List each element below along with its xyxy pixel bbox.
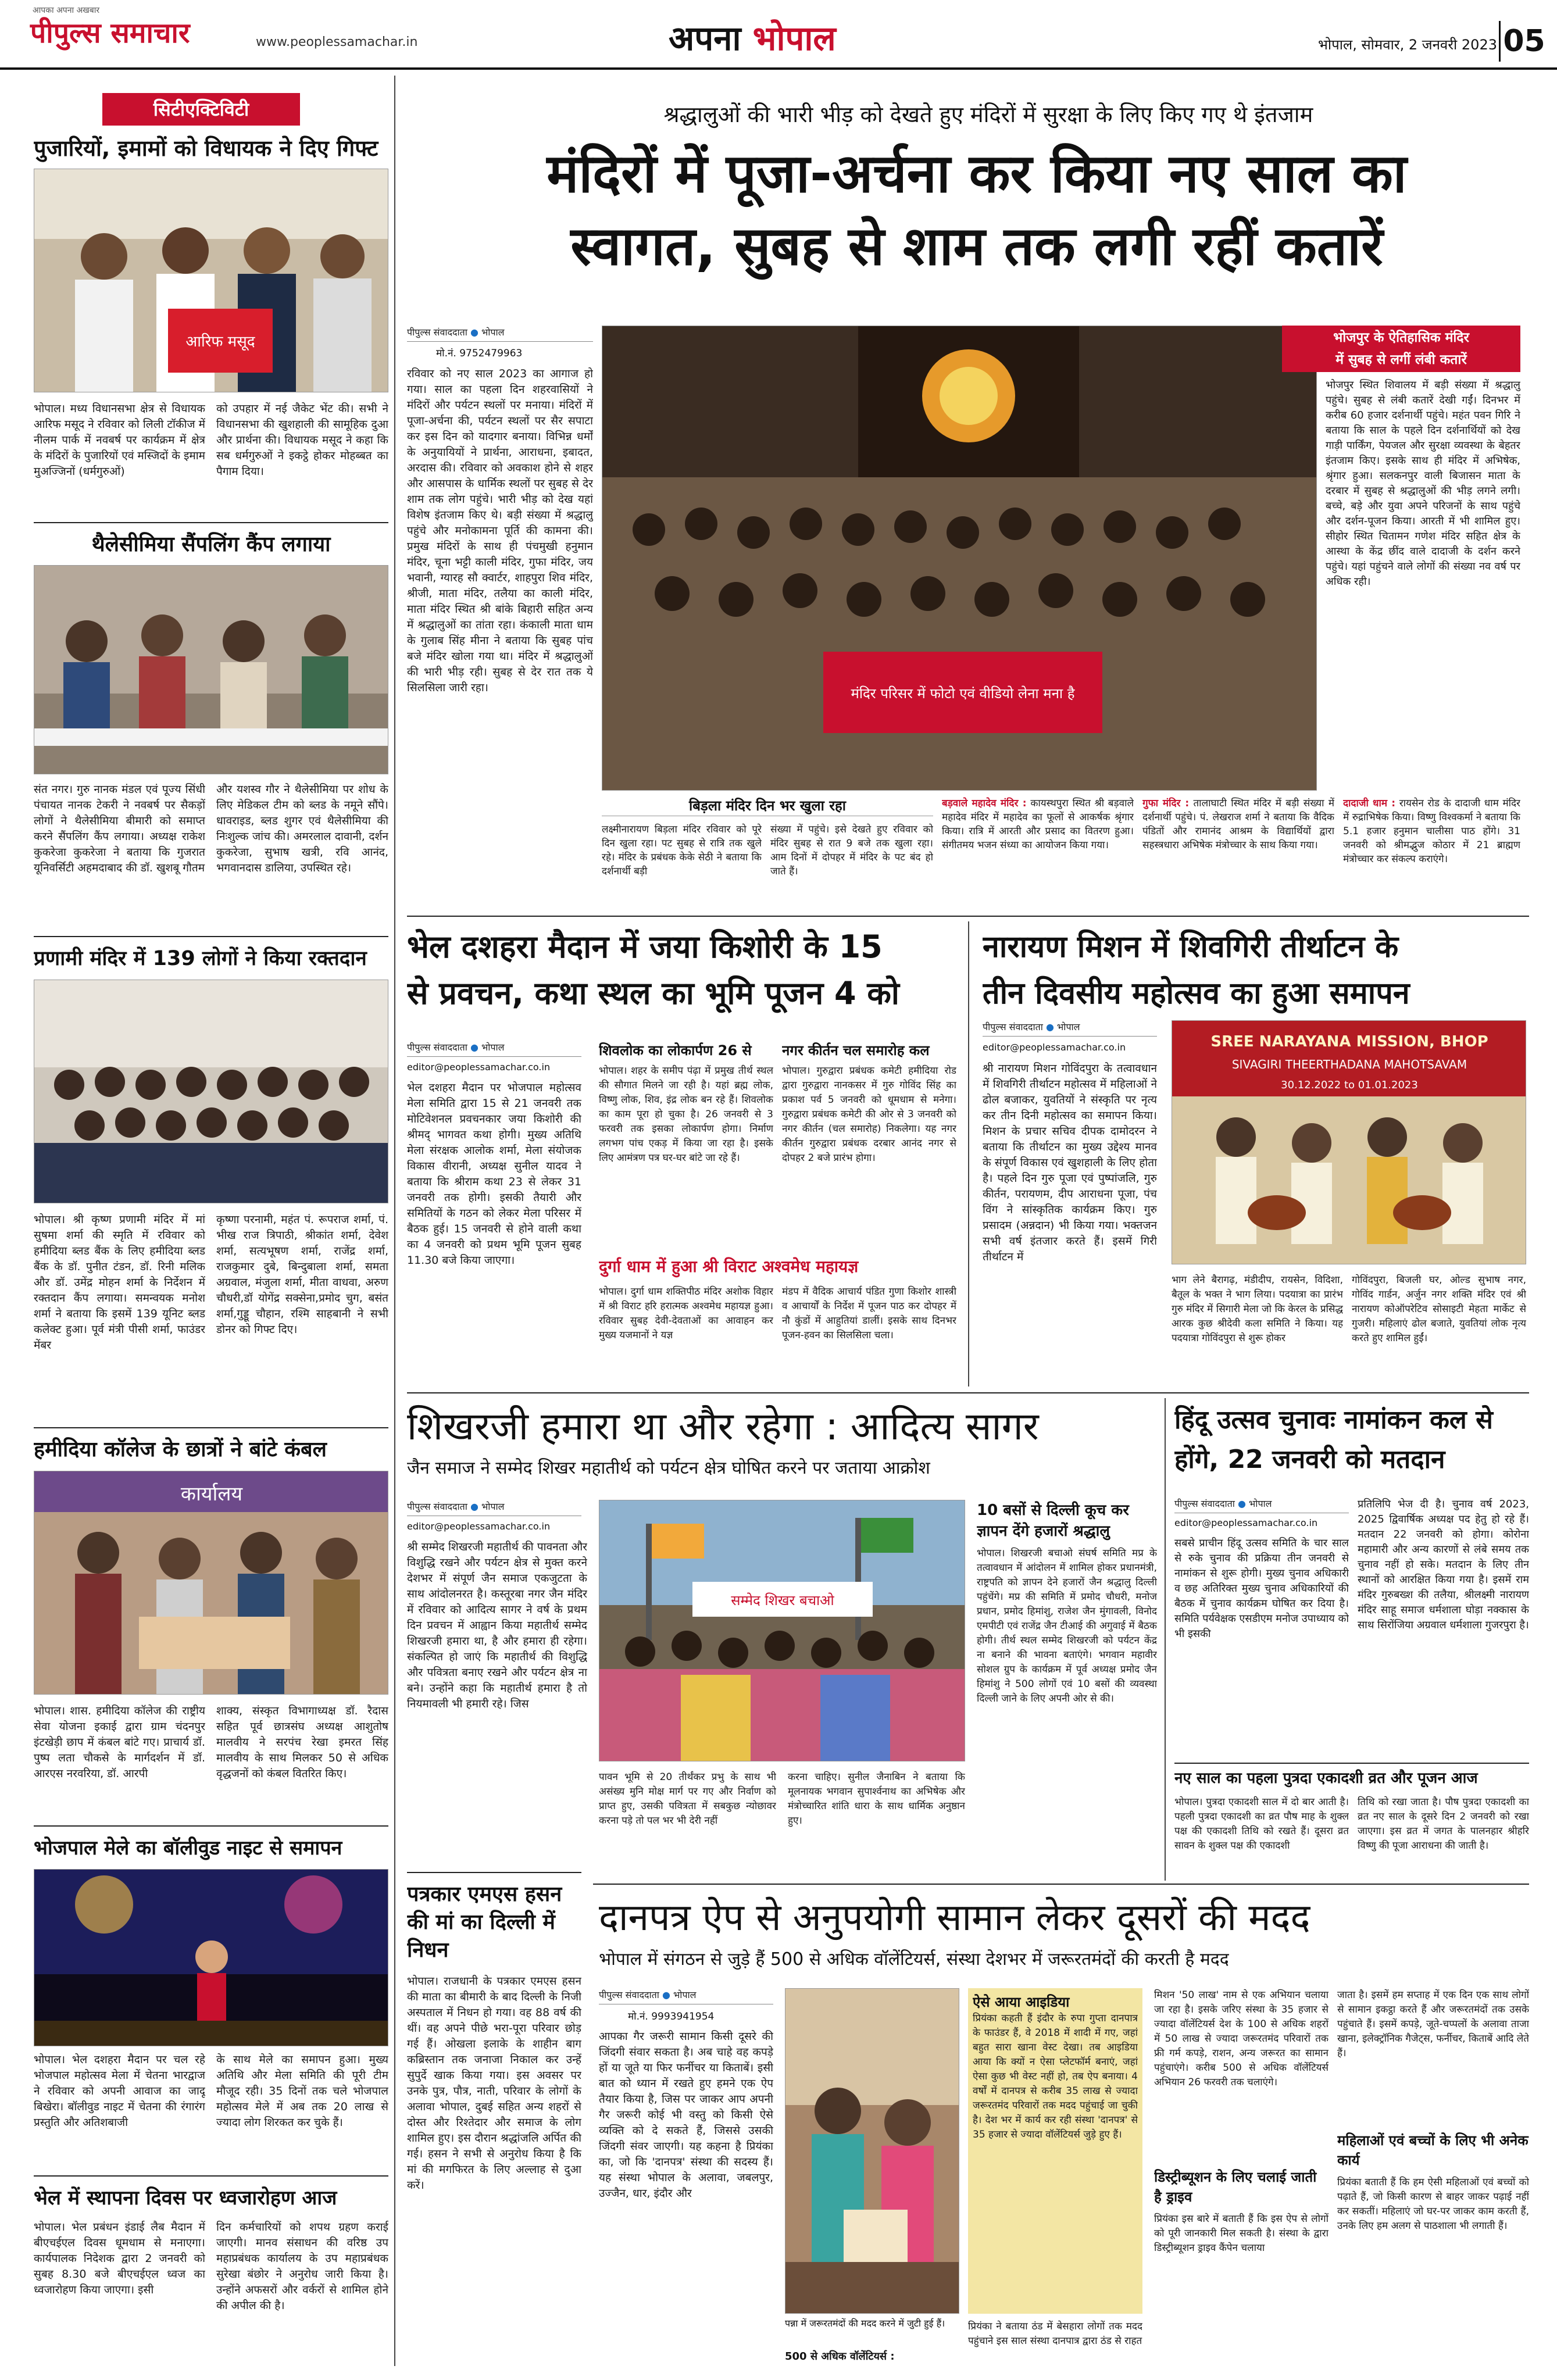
- durga-dham-text: मंडप में वैदिक आचार्य पंडित गुणा किशोर शास्त्री व आचार्यों के निर्देश में पूजन पाठ कर दोपहर में नौ कुंडों में आहुतियां डालीं। इसके साथ दिनभर पूजन-हवन का सिलसिला चला।: [782, 1286, 956, 1341]
- election-body: प्रतिलिपि भेज दी है। चुनाव वर्ष 2023, 2025 द्विवार्षिक अध्यक्ष पद हेतु हो रहे हैं। मतदान 22 जनवरी को होगा। कोरोना महामारी और अन्य कारणों से लंबे समय तक चुनाव नहीं हो सके। मतदान के लिए तीन स्थानों को आरक्षित किया गया है। इसमें राम मंदिर गुरुबख्श की तलैया, श्रीलक्ष्मी नारायण मंदिर साहू समाज धर्मशाला घोड़ा नक्कास के साथ सिरोंजिया अग्रवाल धर्मशाला गुजरपुरा है।: [1358, 1498, 1529, 1631]
- bhel-headline-line1: भेल दशहरा मैदान में जया किशोरी के 15: [407, 928, 883, 965]
- danpatra-photo-caption: पन्ना में जरूरतमंदों की मदद करने में जुटी हुई हैं।: [785, 2318, 945, 2329]
- shikharji-headline: शिखरजी हमारा था और रहेगा : आदित्य सागर: [407, 1404, 1039, 1449]
- section-tag: सिटीएक्टिविटी: [102, 93, 300, 126]
- ekadashi-text: तिथि को रखा जाता है। पौष पुत्रदा एकादशी का व्रत नए साल के दूसरे दिन 2 जनवरी को रखा जाएगा। इस व्रत में जगत के पालनहार श्रीहरि विष्णु की पूजा आराधना की जाती है।: [1358, 1796, 1529, 1852]
- photo-narayan-mission: [1172, 1020, 1526, 1264]
- narayan-email[interactable]: editor@peoplessamachar.co.in: [983, 1042, 1126, 1053]
- danpatra-byline: [599, 1988, 773, 2004]
- byline-name: पीपुल्स संवाददाता: [407, 327, 467, 338]
- banner-text: कार्यालय: [180, 1482, 243, 1506]
- section-title-part1: अपना: [669, 19, 741, 58]
- durga-dham-text: भोपाल। दुर्गा धाम शक्तिपीठ मंदिर अशोक विहार में श्री विराट हरि हरात्मक अश्वमेध महायज्ञ हुआ। रविवार सुबह देवी-देवताओं का आवाहन कर मुख्य यजमानों ने यज्ञ: [599, 1286, 773, 1341]
- byline-dot-icon: ●: [1045, 1021, 1054, 1032]
- story-divider: [34, 522, 388, 523]
- story-body: भोपाल। श्री कृष्ण प्रणामी मंदिर में मां सुषमा शर्मा की स्मृति में रविवार को हमीदिया ब्लड बैंक के लिए हमीदिया ब्लड बैंक के डॉ. पुनीत टंडन, डॉ. रिनी मलिक और डॉ. उमेंद्र मोहन शर्मा के निर्देशन में रक्तदान कैंप लगाया। समन्वयक मनोश शर्मा ने बताया कि इसमें 139 यूनिट ब्लड कलेक्ट हुआ। पूर्व मंत्री पीसी शर्मा, फाउंडर मेंबर: [34, 1213, 205, 1352]
- stage-photo-illustration: [34, 1870, 388, 2046]
- ekadashi-headline: नए साल का पहला पुत्रदा एकादशी व्रत और पूजन आज: [1174, 1770, 1478, 1787]
- column-divider: [968, 921, 969, 1386]
- idea-headline: ऐसे आया आइडिया: [973, 1994, 1070, 2010]
- story-headline: थैलेसीमिया सैंपलिंग कैंप लगाया: [91, 533, 331, 556]
- lead-byline: [407, 326, 593, 342]
- shikharji-byline: [407, 1500, 581, 1516]
- gift-box-label: आरिफ मसूद: [185, 333, 255, 351]
- byline-dot-icon: ●: [470, 1501, 478, 1512]
- birla-caption: बिड़ला मंदिर दिन भर खुला रहा: [602, 796, 933, 816]
- bhel-byline: [407, 1041, 581, 1057]
- danpatra-mobile: मो.नं. 9993941954: [628, 2011, 715, 2022]
- photo-thalassemia-camp: [34, 565, 388, 774]
- danpatra-headline: दानपत्र ऐप से अनुपयोगी सामान लेकर दूसरों की मदद: [599, 1896, 1310, 1939]
- story-body: को उपहार में नई जैकेट भेंट की। सभी ने विधानसभा की खुशहाली की सामूहिक दुआ और प्रार्थना की। विधायक मसूद ने कहा कि सब धर्मगुरुओं ने इकट्ठे होकर मोहब्बत का पैगाम दिया।: [216, 402, 388, 478]
- danpatra-body: आपका गैर जरूरी सामान किसी दूसरे की जिंदगी संवार सकता है। अब चाहे वह कपड़े हों या जूते या फिर फर्नीचर या किताबें। इसी बात को ध्यान में रखते हुए हमने एक ऐप तैयार किया है, जिस पर जाकर आप अपनी गैर जरूरी कोई भी वस्तु को किसी ऐसे व्यक्ति को दे सकते हैं, जिससे उसकी जिंदगी संवर जाएगी। यह कहना है प्रियंका का, जो कि 'दानपत्र' संस्था की सदस्य हैं। यह संस्था भोपाल के अलावा, जबलपुर, उज्जैन, धार, इंदौर और: [599, 2030, 773, 2200]
- election-byline: [1174, 1497, 1349, 1513]
- byline-name: पीपुल्स संवाददाता: [1174, 1498, 1235, 1509]
- narayan-headline-line1: नारायण मिशन में शिवगिरी तीर्थाटन के: [983, 930, 1399, 964]
- paper-name: पीपुल्स समाचार: [30, 17, 190, 49]
- photo-jain-protest: [599, 1500, 965, 1761]
- photo-blanket-distribution: [34, 1471, 388, 1695]
- danpatra-stat-label: 500 से अधिक वॉलेंटियर्स :: [785, 2350, 895, 2363]
- story-body: कृष्णा परनामी, महंत पं. रूपराज शर्मा, पं. भीख राज त्रिपाठी, श्रीकांत शर्मा, देवेश शर्मा, सत्यभूषण शर्मा, राजेंद्र शर्मा, राजकुमार दुबे, बिन्दुबाला शर्मा, समता अग्रवाल, मंजुला शर्मा, मीता वाधवा, अरुण चौधरी,डॉ योगेंद्र सक्सेना,प्रमोद चुग, बसंत शर्मा,गुड्डू चौहान, रश्मि साहबानी ने सभी डोनर को गिफ्ट दिए।: [216, 1213, 388, 1336]
- danpatra-mission-text: मिशन '50 लाख' नाम से एक अभियान चलाया जा रहा है। इसके जरिए संस्था के 35 हजार से ज्यादा वॉलेंटियर्स देश के 100 से अधिक शहरों में 50 लाख से ज्यादा जरूरतमंद परिवारों तक फ्री गर्म कपड़े, राशन, अन्य जरूरत का सामान पहुंचाएंगे। करीब 500 से अधिक वॉलेंटियर्स अभियान 26 फरवरी तक चलाएंगे।: [1154, 1989, 1329, 2088]
- mini-story-gufa: [1142, 796, 1334, 907]
- women-headline: महिलाओं एवं बच्चों के लिए भी अनेक कार्य: [1337, 2132, 1529, 2168]
- story-divider: [34, 1825, 388, 1827]
- story-body: संत नगर। गुरु नानक मंडल एवं पूज्य सिंधी पंचायत नानक टेकरी ने नवबर्ष पर सैकड़ों लोगों ने थैलेसीमिया बीमारी को समाप्त करने सैंपलिंग कैंप लगाया। अध्यक्ष राकेश कुकरेजा कुकरेजा ने बताया कि गुजरात यूनिवर्सिटी अहमदाबाद की डॉ. खुशबू गौतम: [34, 783, 205, 874]
- dateline: भोपाल, सोमवार, 2 जनवरी 2023: [1317, 37, 1497, 53]
- mini-story-label: गुफा मंदिर :: [1142, 798, 1190, 809]
- paper-url[interactable]: www.peoplessamachar.in: [256, 35, 418, 49]
- section-title: [669, 17, 913, 64]
- story-divider: [1174, 1763, 1529, 1764]
- drive-text: प्रियंका इस बारे में बताती हैं कि इस ऐप से लोगों को पूरी जानकारी मिल सकती है। संस्था के द्वारा डिस्ट्रीब्यूशन ड्राइव कैंपेन चलाया: [1154, 2213, 1329, 2254]
- byline-city: भोपाल: [1057, 1021, 1080, 1032]
- story-headline: भेल में स्थापना दिवस पर ध्वजारोहण आज: [34, 2186, 337, 2210]
- banner-date: 30.12.2022 to 01.01.2023: [1281, 1079, 1418, 1091]
- mini-story-text: तालाघाटी स्थित मंदिर में बड़ी संख्या में दर्शनार्थी पहुंचे। पं. लेखराज शर्मा ने बताया कि वैदिक पंडितों और रामानंद आश्रम के विद्यार्थियों द्वारा सहस्त्रधारा अभिषेक मंत्रोच्चार के साथ किया गया।: [1142, 798, 1334, 851]
- story-body: दिन कर्मचारियों को शपथ ग्रहण कराई जाएगी। मानव संसाधन की वरिष्ठ उप महाप्रबंधक कार्यालय के उप महाप्रबंधक सुरेखा बंछोर ने अनुरोध जारी किया है। उन्होंने अफसरों और वर्करों से शामिल होने की अपील की है।: [216, 2221, 388, 2312]
- paper-tagline: आपका अपना अखबार: [33, 6, 100, 15]
- story-body: भोपाल। शास. हमीदिया कॉलेज की राष्ट्रीय सेवा योजना इकाई द्वारा ग्राम चंदनपुर इंटखेड़ी छाप में कंबल बांटे गए। प्राचार्य डॉ. पुष्प लता चौकसे के मार्गदर्शन में डॉ. आरएस नरवरिया, डॉ. आरपी: [34, 1704, 205, 1780]
- lead-body: रविवार को नए साल 2023 का आगाज हो गया। साल का पहला दिन शहरवासियों ने मंदिरों और पर्यटन स्थलों पर मनाया। मंदिरों में पूजा-अर्चना की, पर्यटन स्थलों पर सैर सपाटा कर इस दिन को यादगार बनाया। विभिन्न धर्मों के अनुयायियों ने प्रार्थना, आराधना, इबादत, अरदास की। रविवार को अवकाश होने से शहर और आसपास के धार्मिक स्थलों पर सुबह से देर शाम तक लोग पहुंचे। भारी भीड़ को देख यहां विशेष इंतजाम किए थे। बड़ी संख्या में श्रद्धालु पहुंचे और मनोकामना पूर्ति की कामना की। प्रमुख मंदिरों के साथ ही पंचमुखी हनुमान मंदिर, चूना भट्टी काली मंदिर, गुफा मंदिर, जय भवानी, ग्यारह सौ क्वार्टर, शाहपुरा शिव मंदिर, श्रीजी, माता मंदिर, तलैया का काली मंदिर, माता मंदिर स्थित श्री बांके बिहारी सहित अन्य में श्रद्धालुओं का तांता रहा। कंकाली माता धाम के गुलाब सिंह मीना ने बताया कि सुबह पांच बजे मंदिर खोला गया था। मंदिर में श्रद्धालुओं की भारी भीड़ रही। सुबह से देर रात तक ये सिलसिला जारी रहा।: [407, 367, 593, 694]
- mini-story-text: रायसेन रोड के दादाजी धाम मंदिर में रुद्राभिषेक किया। विष्णु विश्वकर्मा ने बताया कि 5.1 हजार हनुमान चालीसा पाठ होंगे। 31 जनवरी को श्रीमद्भुज कोठार में 21 ब्राह्मण मंत्रोच्चार कर संकल्प कराएंगे।: [1343, 798, 1520, 865]
- temple-crowd-illustration: [602, 326, 1317, 791]
- byline-city: भोपाल: [481, 1042, 505, 1053]
- delhi-march-headline: 10 बसों से दिल्ली कूच कर ज्ञापन देंगे हजारों श्रद्धालु: [977, 1502, 1129, 1540]
- patrakar-headline: पत्रकार एमएस हसन की मां का दिल्ली में निधन: [407, 1882, 562, 1962]
- ekadashi-text: भोपाल। पुत्रदा एकादशी साल में दो बार आती है। पहली पुत्रदा एकादशी का व्रत पौष माह के शुक्ल पक्ष की एकादशी तिथि को रखते हैं। दूसरा व्रत सावन के शुक्ल पक्ष की एकादशी: [1174, 1796, 1349, 1852]
- byline-city: भोपाल: [673, 1989, 697, 2000]
- temple-sign-text: मंदिर परिसर में फोटो एवं वीडियो लेना मना है: [851, 685, 1075, 702]
- mini-story-text: कायस्थपुरा स्थित श्री बड़वाले महादेव मंदिर में महादेव का फूलों से आकर्षक श्रृंगार किया। रात्रि में आरती और प्रसाद का वितरण हुआ। संगीतमय भजन संध्या का आयोजन किया गया।: [942, 798, 1134, 851]
- shikharji-body: श्री सम्मेद शिखरजी महातीर्थ की पावनता और विशुद्धि रखने और पर्यटन क्षेत्र से मुक्त करने देशभर में संपूर्ण जैन समाज एकजुटता के साथ आंदोलनरत है। कस्तूरबा नगर जैन मंदिर में रविवार को आदित्य सागर ने वर्ष के प्रथम दिन प्रवचन में आह्वान किया महातीर्थ सम्मेद शिखरजी हमारा था, है और हमारा ही रहेगा। संकल्पित हो जाएं कि महातीर्थ की विशुद्धि और पवित्रता बनाए रखने और पर्यटन क्षेत्र ना बने। उन्होंने कहा कि महातीर्थ हमारा है तो नियमावली भी हमारी रहे। जिस: [407, 1541, 587, 1710]
- section-divider: [407, 916, 1529, 917]
- birla-text: लक्ष्मीनारायण बिड़ला मंदिर रविवार को पूरे दिन खुला रहा। पट सुबह से रात्रि तक खुले रहे। मंदिर के प्रबंधक केके सेठी ने बताया कि दर्शनार्थी बड़ी: [602, 824, 762, 877]
- danpatra-collection-text: जाता है। इसमें हम सप्ताह में एक दिन एक साथ लोगों से सामान इकट्ठा करते हैं और जरूरतमंदों तक उसके पहुंचाते हैं। इसमें कपड़े, जूते-चप्पलों के अलावा ताजा खाना, इलेक्ट्रॉनिक गैजेट्स, फर्नीचर, किताबें आदि लेते हैं।: [1337, 1989, 1529, 2059]
- lead-mobile: मो.नं. 9752479963: [436, 348, 523, 359]
- photo-gift-distribution: [34, 169, 388, 392]
- story-divider: [34, 1427, 388, 1428]
- narayan-text: गोविंदपुरा, बिजली घर, ओल्ड सुभाष नगर, गोविंद गार्डन, अर्जुन नगर शक्ति मंदिर एवं श्री नारायण कोऑपरेटिव सोसाइटी मेहता मार्केट से गुजरी। महिलाएं ढोल बजाते, युवतियां लोक नृत्य करते हुए शामिल हुईं।: [1352, 1274, 1526, 1344]
- danpatra-subhead: भोपाल में संगठन से जुड़े हैं 500 से अधिक वॉलेंटियर्स, संस्था देशभर में जरूरतमंदों की करती है मदद: [599, 1949, 1229, 1970]
- narayan-text: भाग लेने बैरागढ़, मंडीदीप, रायसेन, विदिशा, बैतूल के भक्त ने भाग लिया। पदयात्रा का प्रारंभ गुरु मंदिर में सिगारी मेला जो कि केरल के प्रसिद्ध आरक कुछ श्रीदेवी कला समिति ने किया। यह पदयात्रा गोविंदपुरा से शुरू होकर: [1172, 1274, 1343, 1344]
- photo-danpatra-volunteers: [785, 1988, 959, 2314]
- section-divider: [593, 1884, 1529, 1885]
- byline-dot-icon: ●: [470, 1042, 478, 1053]
- story-body: भोपाल। मध्य विधानसभा क्षेत्र से विधायक आरिफ मसूद ने रविवार को लिली टॉकीज में नीलम पार्क में नवबर्ष पर कार्यक्रम में क्षेत्र के मंदिरों के पुजारियों एवं मस्जिदों के इमाम मुअज्जिनों (धर्मगुरुओं): [34, 402, 205, 478]
- mini-story-label: दादाजी धाम :: [1343, 798, 1396, 809]
- byline-city: भोपाल: [481, 327, 505, 338]
- election-body: सबसे प्राचीन हिंदू उत्सव समिति के चार साल से रुके चुनाव की प्रक्रिया तीन जनवरी से नामांकन से शुरू होगी। मुख्य चुनाव अधिकारी व छह अतिरिक्त मुख्य चुनाव अधिकारियों की बैठक में चुनाव कार्यक्रम घोषित कर दिया है। समिति पर्यवेक्षक एसडीएम मनोज उपाध्याय को भी इसकी: [1174, 1537, 1349, 1640]
- byline-dot-icon: ●: [470, 327, 478, 338]
- byline-name: पीपुल्स संवाददाता: [983, 1021, 1043, 1032]
- shikharji-subhead: जैन समाज ने सम्मेद शिखर महातीर्थ को पर्यटन क्षेत्र घोषित करने पर जताया आक्रोश: [407, 1458, 930, 1478]
- women-text: प्रियंका बताती हैं कि हम ऐसी महिलाओं एवं बच्चों को पढ़ाते हैं, जो किसी कारण से बाहर जाकर पढ़ाई नहीं कर सकतीं। महिलाएं जो घर-पर जाकर काम करती हैं, उनके लिए हम अलग से पाठशाला भी लगाती हैं।: [1337, 2177, 1529, 2232]
- story-headline: हमीदिया कॉलेज के छात्रों ने बांटे कंबल: [34, 1438, 327, 1461]
- lead-headline-line2: स्वागत, सुबह से शाम तक लगी रहीं कतारें: [570, 215, 1383, 277]
- byline-city: भोपाल: [1249, 1498, 1272, 1509]
- idea-text: प्रियंका कहती हैं इंदौर के रुपा गुप्ता दानपात्र के फाउंडर हैं, वे 2018 में शादी में गए, जहां बहुत सारा खाना वेस्ट देखा। तब आइडिया आया कि क्यों न ऐसा प्लेटफॉर्म बनाएं, जहां ऐसा कुछ भी वेस्ट नहीं हो, तब ऐप बनाया। 4 वर्षों में दानपत्र से करीब 35 लाख से ज्यादा जरूरतमंद परिवारों तक मदद पहुंचाई जा चुकी है। देश भर में कार्य कर रही संस्था 'दानपत्र' से 35 हजार से ज्यादा वॉलेंटियर्स जुड़े हुए हैं।: [973, 2013, 1138, 2140]
- bhel-headline-line2: से प्रवचन, कथा स्थल का भूमि पूजन 4 को: [407, 975, 899, 1012]
- photo-temple-crowd: [602, 326, 1317, 791]
- gift-photo-illustration: [34, 169, 388, 392]
- story-headline: पुजारियों, इमामों को विधायक ने दिए गिफ्ट: [34, 135, 378, 161]
- photo-blood-donation: [34, 980, 388, 1203]
- story-body: भोपाल। भेल प्रबंधन इंडाई लैब मैदान में बीएचईएल दिवस धूमधाम से मनाएगा। कार्यपालक निदेशक द्वारा 2 जनवरी को सुबह 8.30 बजे बीएचईएल ध्वज का ध्वजारोहण किया जाएगा। इसी: [34, 2221, 205, 2296]
- story-body: भोपाल। भेल दशहरा मैदान पर चल रहे भोजपाल महोत्सव मेला में चेतना भारद्वाज ने रविवार को अपनी आवाज का जादू बिखेरा। बॉलीवुड नाइट में चेतना की रंगारंग प्रस्तुति और अतिशबाजी: [34, 2053, 205, 2129]
- masthead: [0, 0, 1557, 70]
- bhojpur-text: भोजपुर स्थित शिवालय में बड़ी संख्या में श्रद्धालु पहुंचे। सुबह से लंबी कतारें देखी गईं। दिनभर में करीब 60 हजार दर्शनार्थी पहुंचे। महंत पवन गिरि ने बताया कि साल के पहले दिन दर्शनार्थियों को देख गाड़ी पार्किंग, पेयजल और सुरक्षा व्यवस्था के बेहतर इंतजाम किए। इसके साथ ही मंदिर में अभिषेक, श्रृंगार हुआ। सलकनपुर वाली बिजासन माता के दरबार में सुबह से श्रद्धालुओं की भीड़ लगने लगी। बच्चे, बड़े और युवा अपने परिजनों के साथ पहुंचे और दर्शन-पूजन किया। आरती में भी शामिल हुए। सीहोर स्थित चितामन गणेश मंदिर सहित क्षेत्र के आस्था के केंद्र छींद वाले दादाजी के दर्शन करने पहुंचे। यहां पहुंचने वाले लोगों की संख्या नव वर्ष पर अधिक रही।: [1326, 379, 1520, 588]
- page-number: 05: [1499, 21, 1548, 62]
- nagar-kirtan-headline: नगर कीर्तन चल समारोह कल: [782, 1042, 930, 1059]
- drive-headline: डिस्ट्रीब्यूशन के लिए चलाई जाती है ड्राइव: [1154, 2169, 1317, 2205]
- byline-name: पीपुल्स संवाददाता: [599, 1989, 659, 2000]
- protest-photo-illustration: [599, 1500, 965, 1761]
- section-divider: [407, 1392, 1529, 1393]
- story-headline: भोजपाल मेले का बॉलीवुड नाइट से समापन: [34, 1836, 342, 1860]
- lead-headline-line1: मंदिरों में पूजा-अर्चना कर किया नए साल का: [547, 142, 1407, 205]
- narayan-headline-line2: तीन दिवसीय महोत्सव का हुआ समापन: [983, 976, 1410, 1011]
- banner-subtext: SIVAGIRI THEERTHADANA MAHOTSAVAM: [1231, 1057, 1467, 1071]
- byline-dot-icon: ●: [1237, 1498, 1246, 1509]
- photo-tag-line2: में सुबह से लगीं लंबी कतारें: [1335, 352, 1467, 367]
- byline-dot-icon: ●: [662, 1989, 670, 2000]
- narayan-body: श्री नारायण मिशन गोविंदपुरा के तत्वावधान में शिवगिरी तीर्थाटन महोत्सव में महिलाओं ने ढोल बजाकर, युवतियों ने संस्कृति पर नृत्य कर तीन दिनी महोत्सव का समापन किया। मिशन के प्रचार सचिव दीपक दामोदरन ने बताया कि तीर्थाटन का मुख्य उद्देश्य मानव के संपूर्ण विकास एवं खुशहाली के लिए होता है। पहले दिन गुरु पूजा एवं पुष्पांजलि, गुरु कीर्तन, परायणम, दीप आराधना पूजा, पंच विंग ने सांस्कृतिक कार्यक्रम किए। गुरु प्रसादम (अन्नदान) भी किया गया। भक्तजन सभी वर्ष इंतजार करते हैं। इसमें गिरी तीर्थाटन में: [983, 1062, 1157, 1263]
- narayan-photo-illustration: [1172, 1021, 1526, 1264]
- shikharji-text: करना चाहिए। सुनील जैनाबिन ने बताया कि मूलनायक भगवान सुपार्श्वनाथ का अभिषेक और मंत्रोच्चारित शांति धारा के साथ धार्मिक अनुष्ठान हुए।: [788, 1771, 965, 1827]
- blanket-photo-illustration: [34, 1471, 388, 1695]
- election-headline-line2: होंगे, 22 जनवरी को मतदान: [1174, 1445, 1445, 1474]
- byline-name: पीपुल्स संवाददाता: [407, 1042, 467, 1053]
- story-body: के साथ मेले का समापन हुआ। मुख्य अतिथि और मेला समिति की पूरी टीम मौजूद रही। 35 दिनों तक चले भोजपाल महोत्सव मेले में अब तक 20 लाख से ज्यादा लोग शिरकत कर चुके हैं।: [216, 2053, 388, 2129]
- election-headline-line1: हिंदू उत्सव चुनावः नामांकन कल से: [1174, 1405, 1493, 1435]
- section-divider: [407, 1872, 581, 1873]
- bhel-body: भेल दशहरा मैदान पर भोजपाल महोत्सव मेला समिति द्वारा 15 से 21 जनवरी तक मोटिवेशनल प्रवचनकार जया किशोरी की श्रीमद् भागवत कथा होगी। मुख्य अतिथि मेला संरक्षक आलोक शर्मा, मेला संयोजक विकास वीरानी, अध्यक्ष सुनील यादव ने बताया कि श्रीराम कथा 23 से लेकर 31 जनवरी तक होगी। इसकी तैयारी और समितियों के गठन को लेकर मेला परिसर में बैठक हुई। 15 जनवरी से होने वाली कथा का 4 जनवरी को प्रथम भूमि पूजन सुबह 11.30 बजे किया जाएगा।: [407, 1081, 581, 1267]
- volunteers-photo-illustration: [785, 1989, 959, 2314]
- delhi-march-text: भोपाल। शिखरजी बचाओ संघर्ष समिति मप्र के तत्वावधान में आंदोलन में शामिल होकर प्रधानमंत्री, राष्ट्रपति को ज्ञापन देने हजारों जैन श्रद्धालु दिल्ली पहुंचेंगे। मप्र की समिति में प्रमोद चौधरी, मनोज प्रधान, प्रमोद हिमांशु, राजेश जैन मुंगावली, विनोद एमपीटी एवं राजेंद्र जैन टीआई की अगुवाई में बैठक होगी। तीर्थ स्थल सम्मेद शिखरजी को पर्यटन केंद्र ना बनाने की भावना बताएंगे। भगवान महावीर सोशल ग्रुप के कार्यक्रम में पूर्व अध्यक्ष प्रमोद जैन हिमांशु ने 500 लोगों एवं 10 बसों की व्यवस्था दिल्ली जाने के लिए अपनी ओर से की।: [977, 1548, 1157, 1704]
- photo-tag-line1: भोजपुर के ऐतिहासिक मंदिर: [1333, 330, 1469, 345]
- story-body: और यशस्व गौर ने थैलेसीमिया पर शोध के लिए मेडिकल टीम को ब्लड के नमूने सौंपे। धावराइड, ब्लड शुगर एवं थैलेसीमिया की निःशुल्क जांच की। अमरलाल दावानी, दर्शन कुकरेजा, सुभाष खत्री, रवि आनंद, भगवानदास डालिया, उपस्थित रहे।: [216, 783, 388, 874]
- idea-box: [968, 1988, 1142, 2314]
- bhel-email[interactable]: editor@peoplessamachar.co.in: [407, 1062, 551, 1073]
- mini-story-label: बड़वाले महादेव मंदिर :: [942, 798, 1027, 809]
- danpatra-stat-text: प्रियंका ने बताया ठंड में बेसहारा लोगों तक मदद पहुंचाने इस साल संस्था दानपात्र द्वारा ठंड से राहत: [968, 2321, 1142, 2347]
- nagar-kirtan-text: भोपाल। गुरुद्वारा प्रबंधक कमेटी हमीदिया रोड द्वारा गुरुद्वारा नानकसर में गुरु गोविंद सिंह का प्रकाश पर्व 5 जनवरी को धूमधाम से मनेगा। गुरुद्वारा प्रबंधक कमेटी की ओर से 3 जनवरी को नगर कीर्तन (चल समारोह) निकलेगा। यह नगर कीर्तन गुरुद्वारा प्रबंधक दरबार आनंद नगर से दोपहर 2 बजे प्रारंभ होगा।: [782, 1065, 956, 1164]
- mini-story-dadaji: [1343, 796, 1520, 907]
- byline-city: भोपाल: [481, 1501, 505, 1512]
- byline-name: पीपुल्स संवाददाता: [407, 1501, 467, 1512]
- shikharji-text: पावन भूमि से 20 तीर्थंकर प्रभु के साथ भी असंख्य मुनि मोक्ष मार्ग पर गए और निर्वाण को प्राप्त हुए, उसकी पवित्रता में सबकुछ न्योछावर करना पड़े तो पल भर भी देरी नहीं: [599, 1771, 776, 1827]
- story-body: शाक्य, संस्कृत विभागाध्यक्ष डॉ. रैदास सहित पूर्व छात्रसंघ अध्यक्ष आशुतोष मालवीय ने सरपंच रेखा इमरत सिंह मालवीय के साथ मिलकर 50 से अधिक वृद्धजनों को कंबल वितरित किए।: [216, 1704, 388, 1780]
- durga-dham-headline: दुर्गा धाम में हुआ श्री विराट अश्वमेध महायज्ञ: [599, 1257, 859, 1276]
- column-divider: [1165, 1398, 1166, 1881]
- column-divider: [394, 76, 395, 2366]
- camp-photo-illustration: [34, 566, 388, 774]
- section-title-part2: भोपाल: [752, 19, 836, 58]
- election-email[interactable]: editor@peoplessamachar.co.in: [1174, 1517, 1318, 1528]
- mini-story-badwale: [942, 796, 1134, 907]
- story-divider: [34, 936, 388, 937]
- lead-kicker: श्रद्धालुओं की भारी भीड़ को देखते हुए मंदिरों में सुरक्षा के लिए किए गए थे इंतजाम: [663, 102, 1313, 127]
- shivlok-text: भोपाल। शहर के समीप पंढ़ा में प्रमुख तीर्थ स्थल की सौगात मिलने जा रही है। यहां ब्रह्म लोक, विष्णु लोक, शिव, इंद्र लोक बन रहे हैं। शिवलोक का काम पूरा हो चुका है। 26 जनवरी से 3 फरवरी तक इसका लोकार्पण होगा। निर्माण लगभग पांच एकड़ में किया जा रहा है। इसके लिए आमंत्रण पत्र घर-घर बांटे जा रहे हैं।: [599, 1065, 773, 1164]
- story-headline: प्रणामी मंदिर में 139 लोगों ने किया रक्तदान: [34, 947, 367, 970]
- protest-banner-text: सम्मेद शिखर बचाओ: [731, 1592, 834, 1609]
- shivlok-headline: शिवलोक का लोकार्पण 26 से: [599, 1042, 752, 1059]
- photo-bollywood-night: [34, 1869, 388, 2046]
- photo-tag: [1282, 326, 1520, 372]
- shikharji-email[interactable]: editor@peoplessamachar.co.in: [407, 1521, 551, 1532]
- banner-text: SREE NARAYANA MISSION, BHOP: [1210, 1033, 1488, 1050]
- narayan-byline: [983, 1020, 1157, 1037]
- story-divider: [34, 2175, 388, 2177]
- blood-donation-illustration: [34, 980, 388, 1203]
- birla-text: संख्या में पहुंचे। इसे देखते हुए रविवार को मंदिर सुबह से रात 9 बजे तक खुला रहा। आम दिनों में दोपहर में मंदिर के पट बंद हो जाते हैं।: [770, 824, 933, 877]
- patrakar-body: भोपाल। राजधानी के पत्रकार एमएस हसन की माता का बीमारी के बाद दिल्ली के निजी अस्पताल में निधन हो गया। वह 88 वर्ष की थीं। वह अपने पीछे भरा-पूरा परिवार छोड़ गई हैं। ओखला इलाके के शाहीन बाग कब्रिस्तान तक जनाजा निकाल कर उन्हें सुपुर्दे खाक किया गया। इस अवसर पर उनके पुत्र, पौत्र, नाती, परिवार के लोगों के अलावा भोपाल, दुबई सहित अन्य शहरों से दोस्त और रिश्तेदार और समाज के लोग शामिल हुए। इस दौरान श्रद्धांजलि अर्पित की गई। हसन ने सभी से अनुरोध किया है कि मां की मगफिरत के लिए अल्लाह से दुआ करें।: [407, 1975, 581, 2192]
